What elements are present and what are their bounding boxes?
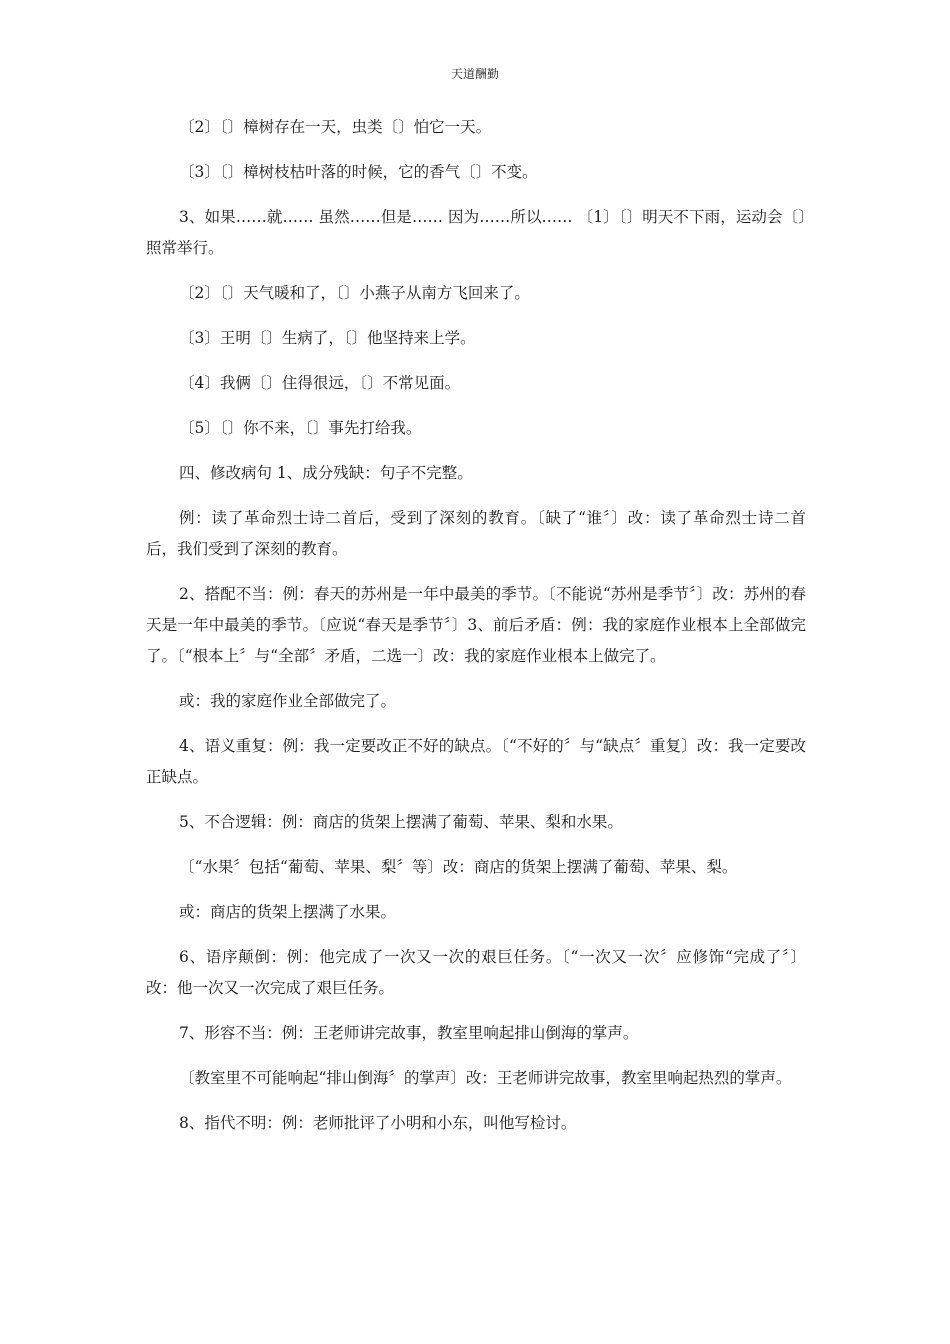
paragraph: 6、语序颠倒：例：他完成了一次又一次的艰巨任务。〔“一次又一次〞应修饰“完成了〞〕改：他一次又一次完成了艰巨任务。	[146, 948, 806, 997]
paragraph: 〔2〕〔〕天气暖和了，〔〕小燕子从南方飞回来了。	[179, 284, 530, 302]
section-heading: 四、修改病句 1、成分残缺：句子不完整。	[179, 464, 473, 482]
paragraph: 〔5〕〔〕你不来，〔〕事先打给我。	[179, 419, 422, 437]
paragraph: 〔3〕王明〔〕生病了，〔〕他坚持来上学。	[179, 329, 476, 347]
paragraph: 〔2〕〔〕樟树存在一天，虫类〔〕怕它一天。	[179, 118, 492, 136]
paragraph: 〔教室里不可能响起“排山倒海〞的掌声〕改：王老师讲完故事，教室里响起热烈的掌声。	[179, 1069, 792, 1087]
paragraph: 或：商店的货架上摆满了水果。	[179, 903, 397, 921]
document-body	[146, 112, 806, 1153]
paragraph: 3、如果……就…… 虽然……但是…… 因为……所以…… 〔1〕〔〕明天不下雨，运动会〔〕照常举行。	[146, 208, 806, 257]
page-header: 天道酬勤	[450, 67, 499, 81]
paragraph: 4、语义重复：例：我一定要改正不好的缺点。〔“不好的〞与“缺点〞重复〕改：我一定要改正缺点。	[146, 737, 806, 786]
paragraph: 8、指代不明：例：老师批评了小明和小东，叫他写检讨。	[179, 1114, 577, 1132]
paragraph: 例：读了革命烈士诗二首后，受到了深刻的教育。〔缺了“谁〞〕改：读了革命烈士诗二首后，我们受到了深刻的教育。	[146, 509, 806, 558]
paragraph: 或：我的家庭作业全部做完了。	[179, 692, 397, 710]
paragraph: 2、搭配不当：例：春天的苏州是一年中最美的季节。〔不能说“苏州是季节〞〕改：苏州的春天是一年中最美的季节。〔应说“春天是季节〞〕3、前后矛盾：例：我的家庭作业根本上全部做完了。〔“根本上〞与“全部〞矛盾，二选一〕改：我的家庭作业根本上做完了。	[146, 585, 806, 665]
paragraph: 5、不合逻辑：例：商店的货架上摆满了葡萄、苹果、梨和水果。	[179, 813, 623, 831]
paragraph: 〔3〕〔〕樟树枝枯叶落的时候，它的香气〔〕不变。	[179, 163, 538, 181]
paragraph: 〔“水果〞包括“葡萄、苹果、梨〞等〕改：商店的货架上摆满了葡萄、苹果、梨。	[179, 858, 738, 876]
paragraph: 〔4〕我俩〔〕住得很远，〔〕不常见面。	[179, 374, 461, 392]
paragraph: 7、形容不当：例：王老师讲完故事，教室里响起排山倒海的掌声。	[179, 1024, 639, 1042]
